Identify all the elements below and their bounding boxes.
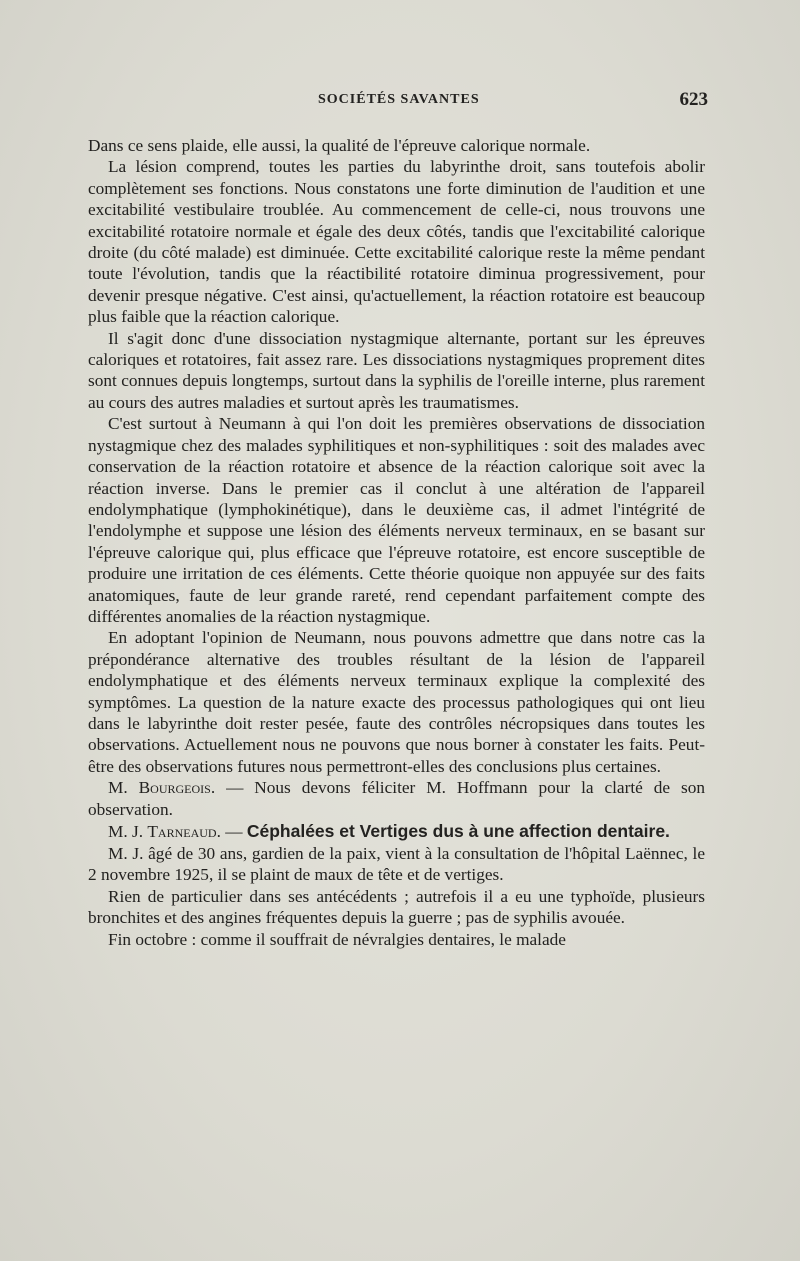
page-header [88,89,708,116]
speaker-prefix: M. [108,778,139,798]
paragraph: Il s'agit donc d'une dissociation nystagmique alternante, portant sur les épreuves caloriques et rotatoires, fait assez rare. Les dissociations nystagmiques proprement dites sont connues depuis longtemps, surtout dans la syphilis de l'oreille interne, plus rarement au cours des autres maladies et surtout après les traumatismes. [88,328,705,412]
paragraph: Fin octobre : comme il souffrait de névralgies dentaires, le malade [108,929,566,949]
section-title: Céphalées et Vertiges dus à une affection dentaire. [246,821,670,841]
body-text [88,135,705,950]
section-author: Tarneaud [147,822,217,841]
section-author-prefix: M. J. [108,822,148,841]
page-number: 623 [679,89,708,110]
paragraph: Dans ce sens plaide, elle aussi, la qualité de l'épreuve calorique normale. [88,136,591,155]
paragraph: En adoptant l'opinion de Neumann, nous pouvons admettre que dans notre cas la prépondérance alternative des troubles résultant de la lésion de l'appareil endolymphatique et des éléments nerveux terminaux explique la complexité des symptômes. La question de la nature exacte des processus pathologiques qui ont lieu dans le labyrinthe doit rester pesée, faute des contrôles nécropsiques dans toutes les observations. Actuellement nous ne pouvons que nous borner à constater les faits. Peut-être des observations futures nous permettront-elles des conclusions plus certaines. [88,628,705,776]
running-title: SOCIÉTÉS SAVANTES [318,92,480,107]
paragraph: Rien de particulier dans ses antécédents ; autrefois il a eu une typhoïde, plusieurs bronchites et des angines fréquentes depuis la guerre ; pas de syphilis avouée. [88,886,705,928]
paragraph: La lésion comprend, toutes les parties du labyrinthe droit, sans toutefois abolir complètement ses fonctions. Nous constatons une forte diminution de l'audition et une excitabilité vestibulaire troublée. Au commencement de celle-ci, nous trouvons une excitabilité rotatoire normale et égale des deux côtés, tandis que l'excitabilité calorique droite (du côté malade) est diminuée. Cette excitabilité calorique reste la même pendant toute l'évolution, tandis que la réactibilité rotatoire diminua progressivement, pour devenir presque négative. C'est ainsi, qu'actuellement, la réaction rotatoire est beaucoup plus faible que la réaction calorique. [88,157,705,327]
speaker-name: Bourgeois [138,778,211,798]
discussion-text: . — Nous devons féliciter M. Hoffmann pour la clarté de son observation. [88,778,705,819]
paragraph: C'est surtout à Neumann à qui l'on doit les premières observations de dissociation nystagmique chez des malades syphilitiques et non-syphilitiques : soit des malades avec conservation de la réaction rotatoire et absence de la réaction calorique soit avec la réaction inverse. Dans le premier cas il conclut à une altération de l'appareil endolymphatique (lymphokinétique), dans le deuxième cas, il admet l'intégrité de l'endolymphe et suppose une lésion des éléments nerveux terminaux, en se basant sur l'épreuve calorique qui, plus efficace que l'épreuve rotatoire, est encore susceptible de produire une irritation de ces éléments. Cette théorie quoique non appuyée sur des faits anatomiques, faute de leur grande rareté, rend cependant parfaitement compte des différentes anomalies de la réaction nystagmique. [88,414,705,626]
paragraph: M. J. âgé de 30 ans, gardien de la paix, vient à la consultation de l'hôpital Laënnec, le 2 novembre 1925, il se plaint de maux de tête et de vertiges. [88,844,705,885]
section-dash: . — [216,822,247,841]
section-heading [88,820,705,843]
discussion-paragraph [88,777,705,820]
